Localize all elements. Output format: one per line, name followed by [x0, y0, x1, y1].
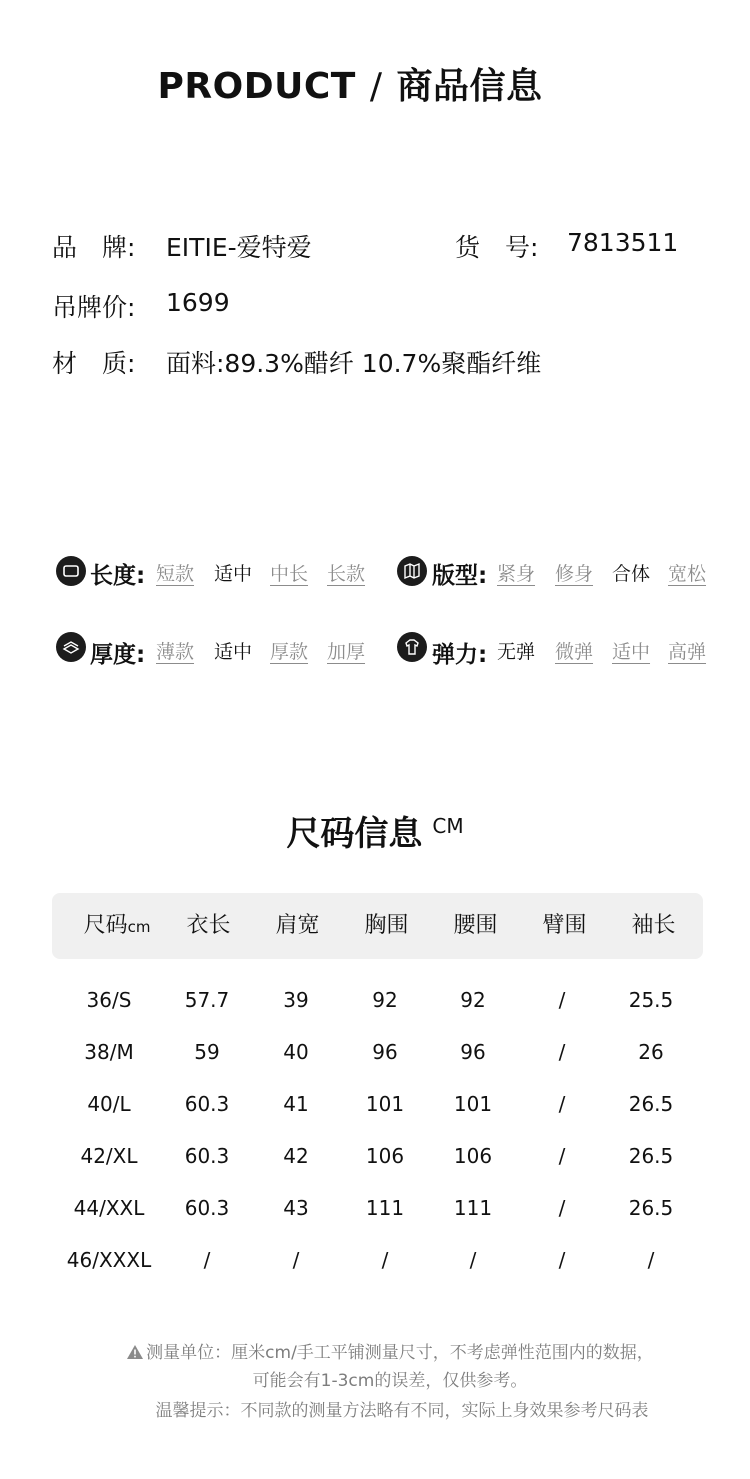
thickness-icon [56, 632, 86, 662]
cell-waist: 96 [460, 1040, 486, 1064]
thickness-option-thick: 厚款 [270, 641, 309, 663]
cell-arm: / [558, 1092, 566, 1116]
cell-sleeve: 26.5 [628, 1092, 674, 1116]
note-line-1: 测量单位：厘米cm/手工平铺测量尺寸，不考虑弹性范围内的数据， [0, 1338, 750, 1363]
fit-option-tight: 紧身 [497, 563, 536, 585]
cell-length: 57.7 [184, 988, 230, 1012]
length-option-midlong: 中长 [270, 563, 309, 585]
cell-waist: 106 [453, 1144, 493, 1168]
thickness-option-medium: 适中 [214, 641, 253, 663]
cell-arm: / [558, 1196, 566, 1220]
cell-shoulder: 43 [283, 1196, 309, 1220]
material-label: 材 质: [52, 349, 136, 378]
fit-option-slim: 修身 [555, 563, 594, 585]
elasticity-option-slight: 微弹 [555, 641, 594, 663]
cell-size: 42/XL [80, 1144, 138, 1168]
title-cn: 商品信息 [396, 66, 543, 107]
size-table-header [52, 893, 703, 959]
cell-length: 59 [194, 1040, 220, 1064]
size-title-text: 尺码信息 [286, 814, 423, 854]
cell-size: 46/XXXL [66, 1248, 152, 1272]
header-sleeve: 袖长 [631, 913, 676, 938]
note-line-3: 温馨提示：不同款的测量方法略有不同，实际上身效果参考尺码表 [155, 1401, 649, 1421]
code-value: 7813511 [567, 228, 679, 257]
cell-arm: / [558, 1144, 566, 1168]
cell-length: 60.3 [184, 1144, 230, 1168]
cell-length: / [203, 1248, 211, 1272]
note-line-2: 可能会有1-3cm的误差，仅供参考。 [252, 1371, 528, 1391]
cell-chest: 96 [372, 1040, 398, 1064]
title-separator: / [369, 66, 383, 107]
fit-label: 版型: [432, 563, 488, 589]
elasticity-option-none: 无弹 [497, 641, 536, 663]
thickness-label: 厚度: [90, 642, 146, 668]
price-value: 1699 [166, 288, 230, 317]
cell-shoulder: 42 [283, 1144, 309, 1168]
cell-chest: 106 [365, 1144, 405, 1168]
brand-value: EITIE-爱特爱 [166, 233, 312, 262]
length-option-long: 长款 [327, 563, 366, 585]
cell-shoulder: 41 [283, 1092, 309, 1116]
cell-size: 44/XXL [73, 1196, 145, 1220]
cell-arm: / [558, 988, 566, 1012]
price-label: 吊牌价: [52, 293, 136, 322]
cell-length: 60.3 [184, 1092, 230, 1116]
cell-size: 36/S [86, 988, 132, 1012]
cell-chest: 111 [365, 1196, 405, 1220]
cell-sleeve: 25.5 [628, 988, 674, 1012]
page-title [0, 58, 700, 109]
cell-waist: 101 [453, 1092, 493, 1116]
cell-sleeve: 26 [638, 1040, 664, 1064]
header-shoulder: 肩宽 [275, 913, 320, 938]
cell-shoulder: 40 [283, 1040, 309, 1064]
cell-sleeve: 26.5 [628, 1196, 674, 1220]
length-icon [56, 556, 86, 586]
title-en: PRODUCT [157, 66, 356, 107]
cell-chest: / [381, 1248, 389, 1272]
fit-option-regular: 合体 [612, 563, 651, 585]
cell-size: 38/M [84, 1040, 134, 1064]
cell-waist: / [469, 1248, 477, 1272]
cell-chest: 92 [372, 988, 398, 1012]
thickness-option-extra-thick: 加厚 [327, 641, 366, 663]
cell-waist: 111 [453, 1196, 493, 1220]
cell-arm: / [558, 1248, 566, 1272]
cell-sleeve: 26.5 [628, 1144, 674, 1168]
elasticity-option-medium: 适中 [612, 641, 651, 663]
material-value: 面料:89.3%醋纤 10.7%聚酯纤维 [166, 349, 542, 378]
length-option-short: 短款 [156, 563, 195, 585]
cell-size: 40/L [87, 1092, 131, 1116]
fit-option-loose: 宽松 [668, 563, 707, 585]
length-option-medium: 适中 [214, 563, 253, 585]
cell-sleeve: / [647, 1248, 655, 1272]
elasticity-label: 弹力: [432, 642, 488, 668]
cell-chest: 101 [365, 1092, 405, 1116]
header-size-unit: cm [127, 918, 151, 936]
header-chest: 胸围 [364, 913, 409, 938]
cell-shoulder: 39 [283, 988, 309, 1012]
size-title-unit: CM [432, 814, 464, 838]
size-section-title [0, 806, 750, 855]
cell-shoulder: / [292, 1248, 300, 1272]
elasticity-option-high: 高弹 [668, 641, 707, 663]
cell-arm: / [558, 1040, 566, 1064]
brand-label: 品 牌: [52, 233, 136, 262]
code-label: 货 号: [455, 233, 539, 262]
header-length: 衣长 [186, 913, 231, 938]
fit-icon [397, 556, 427, 586]
length-label: 长度: [90, 563, 146, 589]
cell-length: 60.3 [184, 1196, 230, 1220]
header-waist: 腰围 [453, 913, 498, 938]
header-size: 尺码cm [83, 913, 151, 938]
cell-waist: 92 [460, 988, 486, 1012]
thickness-option-thin: 薄款 [156, 641, 195, 663]
elasticity-icon [397, 632, 427, 662]
header-arm: 臂围 [542, 913, 587, 938]
warning-icon [126, 1344, 144, 1360]
